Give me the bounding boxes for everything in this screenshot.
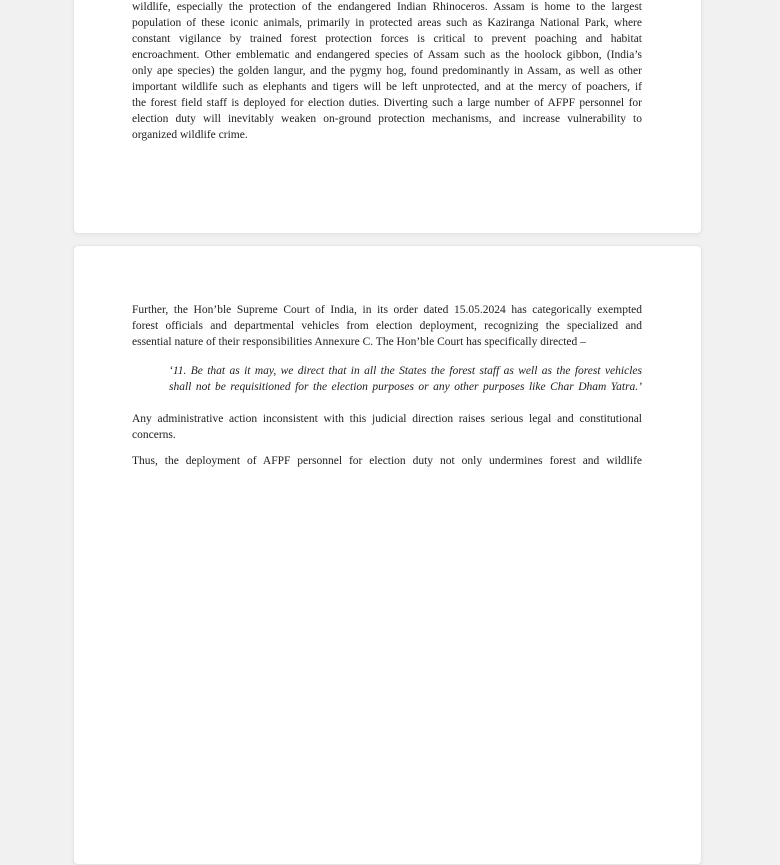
document-line: encroachment. Other emblematic and endangered species of Assam such as the hoolock gibbon, (India’s [132, 49, 642, 61]
document-line: important wildlife such as elephants and tigers will be left unprotected, and at the mercy of poachers, if [132, 81, 642, 93]
document-line: Further, the Hon’ble Supreme Court of India, in its order dated 15.05.2024 has categorically exempted [132, 304, 642, 316]
document-line: essential nature of their responsibilities Annexure C. The Hon’ble Court has specifically directed – [132, 336, 586, 348]
paragraph-legal-concerns [132, 411, 642, 443]
document-page-2 [73, 245, 702, 865]
page-2-text-block [132, 302, 642, 469]
document-line: organized wildlife crime. [132, 129, 248, 141]
document-page-1 [73, 0, 702, 234]
paragraph-deployment-conclusion [132, 453, 642, 469]
document-line: forest officials and departmental vehicles from election deployment, recognizing the specialized and [132, 320, 642, 332]
document-line: election duty will inevitably weaken on-ground protection mechanisms, and increase vulnerability to [132, 113, 642, 125]
document-line: wildlife, especially the protection of the endangered Indian Rhinoceros. Assam is home to the largest [132, 1, 642, 13]
document-line: Any administrative action inconsistent with this judicial direction raises serious legal and constitutional [132, 413, 642, 425]
blockquote-court-direction [169, 363, 642, 395]
document-line: constant vigilance by trained forest protection forces is critical to prevent poaching and habitat [132, 33, 642, 45]
paragraph-supreme-court-order [132, 302, 642, 350]
document-line: only ape species) the golden langur, and the pygmy hog, found predominantly in Assam, as well as other [132, 65, 642, 77]
document-line: Thus, the deployment of AFPF personnel for election duty not only undermines forest and wildlife [132, 455, 642, 467]
document-line: the forest field staff is deployed for election duties. Diverting such a large number of AFPF personnel for [132, 97, 642, 109]
page-1-text-block [132, 0, 642, 143]
document-line: ‘11. Be that as it may, we direct that in all the States the forest staff as well as the forest vehicles [169, 365, 642, 377]
document-line: shall not be requisitioned for the election purposes or any other purposes like Char Dham Yatra.’ [169, 381, 642, 393]
document-line: concerns. [132, 429, 176, 441]
document-line: population of these iconic animals, primarily in protected areas such as Kaziranga National Park, where [132, 17, 642, 29]
